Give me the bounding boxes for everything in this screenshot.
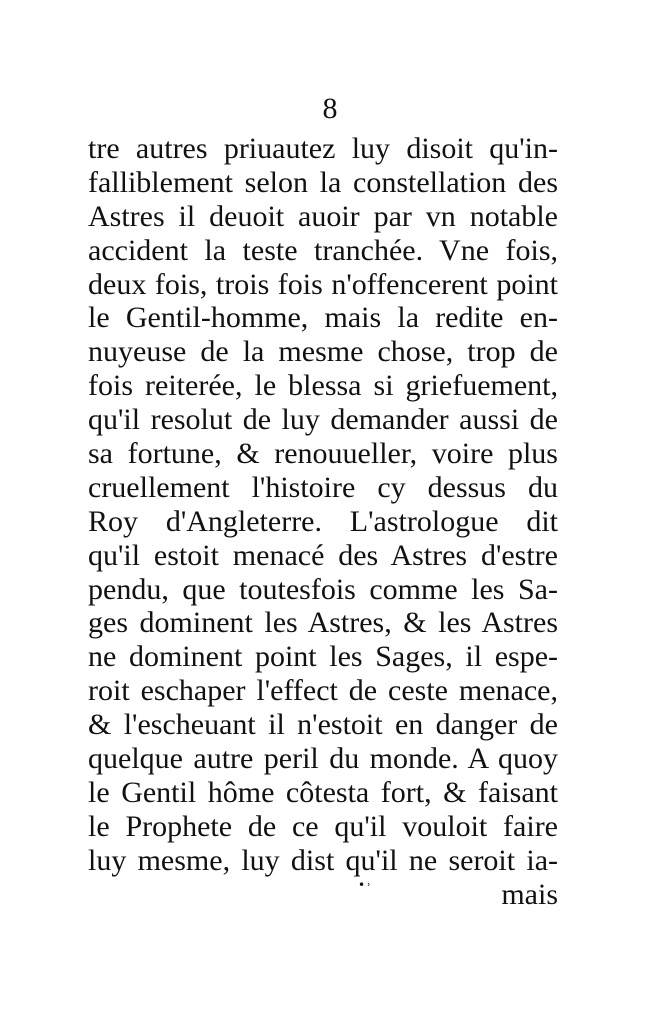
text-line: ges dominent les Astres, & les Astres	[88, 606, 558, 640]
text-line: quelque autre peril du monde. A quoy	[88, 742, 558, 776]
text-line: le Prophete de ce qu'il vouloit faire	[88, 809, 558, 843]
text-line: sa fortune, & renouueller, voire plus	[88, 437, 558, 471]
text-line: le Gentil hôme côtesta fort, & faisant	[88, 775, 558, 809]
text-line: nuyeuse de la mesme chose, trop de	[88, 335, 558, 369]
text-line: le Gentil-homme, mais la redite en-	[88, 301, 558, 335]
text-line: fois reiterée, le blessa si griefuement,	[88, 369, 558, 403]
page-number: 8	[322, 92, 338, 125]
text-line: falliblement selon la constellation des	[88, 165, 558, 199]
ink-blot-mark: •˒	[358, 878, 373, 892]
catchword-row	[88, 878, 558, 912]
catchword: mais	[501, 878, 558, 911]
text-line: ne dominent point les Sages, il espe-	[88, 640, 558, 674]
text-line: & l'escheuant il n'estoit en danger de	[88, 708, 558, 742]
text-line: qu'il resolut de luy demander aussi de	[88, 403, 558, 437]
text-line: tre autres priuautez luy disoit qu'in-	[88, 132, 558, 165]
body-text	[88, 132, 558, 878]
text-line: deux fois, trois fois n'offencerent point	[88, 267, 558, 301]
text-line: pendu, que toutesfois comme les Sa-	[88, 572, 558, 606]
text-line: accident la teste tranchée. Vne fois,	[88, 233, 558, 267]
text-line: Roy d'Angleterre. L'astrologue dit	[88, 504, 558, 538]
text-line: cruellement l'histoire cy dessus du	[88, 470, 558, 504]
text-line: luy mesme, luy dist qu'il ne seroit ia-	[88, 843, 558, 877]
text-line: Astres il deuoit auoir par vn notable	[88, 199, 558, 233]
text-line: qu'il estoit menacé des Astres d'estre	[88, 538, 558, 572]
text-line: roit eschaper l'effect de ceste menace,	[88, 674, 558, 708]
